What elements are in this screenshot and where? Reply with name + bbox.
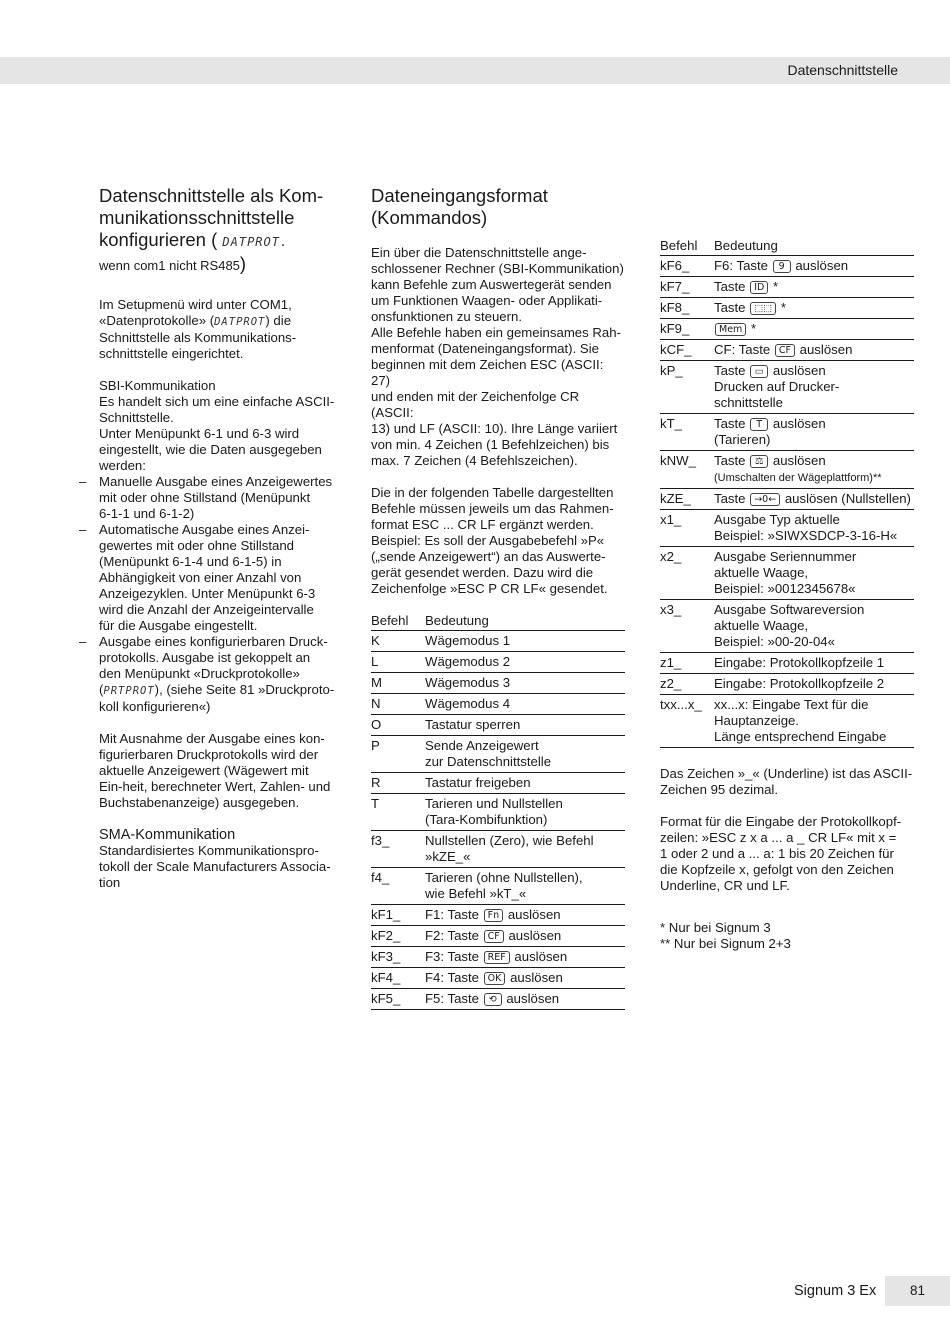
column-header: Befehl — [371, 613, 425, 631]
table-row: f3_ Nullstellen (Zero), wie Befehl »kZE_« — [371, 831, 625, 868]
command-table-1 — [371, 613, 625, 1010]
table-row: N Wägemodus 4 — [371, 694, 625, 715]
table-row: R Tastatur freigeben — [371, 773, 625, 794]
nine-key-icon: 9 — [773, 260, 791, 273]
cf-key-icon: CF — [484, 930, 504, 943]
table-row: kF3_ F3: Taste REF auslösen — [371, 947, 625, 968]
footnote-2: ** Nur bei Signum 2+3 — [660, 936, 791, 951]
table-row: M Wägemodus 3 — [371, 673, 625, 694]
table-intro-paragraph: Die in der folgenden Tabelle dargestellten Befehle müssen jeweils um das Rahmen- format ESC ... CR LF ergänzt werden. Beispiel: Es soll der Ausgabebefehl »P« („sende Anzeigewert“) an das Auswerte- gerät gesendet werden. Dazu wird die Zeichenfolge »ESC P CR LF« gesendet. — [371, 485, 614, 596]
input-format-paragraph: Ein über die Datenschnittstelle ange- schlossener Rechner (SBI-Kommunikation) kann Befehle zum Auswertegerät senden um Funktionen Waagen- oder Applikati- onsfunktionen zu steuern. Alle Befehle haben ein gemeinsames Rah- menformat (Dateneingangsformat). Sie beginnen mit dem Zeichen ESC (ASCII: 27) und enden mit der Zeichenfolge CR (ASCII: 13) und LF (ASCII: 10). Ihre Länge variiert von min. 4 Zeichen (1 Befehlzeichen) bis max. 7 Zeichen (4 Befehlszeichen). — [371, 245, 624, 468]
table-row: kF9_ Mem * — [660, 319, 914, 340]
section-title: Datenschnittstelle — [787, 62, 898, 78]
table-row: P Sende Anzeigewert zur Datenschnittstelle — [371, 736, 625, 773]
table-row: T Tarieren und Nullstellen (Tara-Kombifunktion) — [371, 794, 625, 831]
heading-input-format: Dateneingangsformat (Kommandos) — [371, 185, 548, 228]
cf-key-icon: CF — [775, 344, 795, 357]
list-item: – Manuelle Ausgabe eines Anzeigewertes mit oder ohne Stillstand (Menüpunkt 6-1-1 und 6-1-2) — [99, 474, 339, 522]
table-row: kT_ Taste T auslösen (Tarieren) — [660, 414, 914, 451]
table-row: txx...x_ xx...x: Eingabe Text für die Hauptanzeige. Länge entsprechend Eingabe — [660, 695, 914, 748]
table-row: x2_ Ausgabe Seriennummer aktuelle Waage, Beispiel: »0012345678« — [660, 547, 914, 600]
table-row: x3_ Ausgabe Softwareversion aktuelle Waage, Beispiel: »00-20-04« — [660, 600, 914, 653]
mem-key-icon: Mem — [715, 323, 746, 336]
column-header: Befehl — [660, 238, 714, 256]
header-format-paragraph: Format für die Eingabe der Protokollkopf- zeilen: »ESC z x a ... a _ CR LF« mit x = 1 oder 2 und a ... a: 1 bis 20 Zeichen für die Kopfzeile x, gefolgt von den Zeichen Underline, CR und LF. — [660, 814, 902, 893]
id-key-icon: ID — [750, 281, 768, 294]
page-number: 81 — [885, 1276, 950, 1306]
table-row: kF8_ Taste ⬚⬚ * — [660, 298, 914, 319]
list-item: – Ausgabe eines konfigurierbaren Druck- protokolls. Ausgabe ist gekoppelt an den Menüpunkt «Druckprotokolle» (PRTPROT), (siehe Seite 81 »Druckproto- koll konfigurieren«) — [99, 634, 339, 715]
ref-key-icon: REF — [484, 951, 510, 964]
footer-product-name: Signum 3 Ex — [794, 1283, 877, 1299]
table-row: kF5_ F5: Taste ⟲ auslösen — [371, 989, 625, 1010]
platform-switch-key-icon: ⚖ — [750, 455, 768, 468]
table-row: f4_ Tarieren (ohne Nullstellen), wie Befehl »kT_« — [371, 868, 625, 905]
header-bar — [0, 57, 950, 84]
table-row: kF4_ F4: Taste OK auslösen — [371, 968, 625, 989]
table-row: kF6_ F6: Taste 9 auslösen — [660, 256, 914, 277]
footnote-1: * Nur bei Signum 3 — [660, 920, 771, 935]
sbi-output-list — [99, 474, 339, 715]
lcd-datprot: DATPROT — [222, 235, 280, 249]
table-row: kNW_ Taste ⚖ auslösen (Umschalten der Wägeplattform)** — [660, 451, 914, 489]
column-middle — [371, 185, 625, 1010]
fn-key-icon: Fn — [484, 909, 504, 922]
table-row: kZE_ Taste →0← auslösen (Nullstellen) — [660, 489, 914, 510]
setup-paragraph: Im Setupmenü wird unter COM1, «Datenprotokolle» (DATPROT) die Schnittstelle als Kommunikations- schnittstelle eingerichtet. — [99, 297, 297, 361]
list-item: – Automatische Ausgabe eines Anzei- gewertes mit oder ohne Stillstand (Menüpunkt 6-1-4 und 6-1-5) in Abhängigkeit von einer Anzahl von Anzeigezyklen. Unter Menüpunkt 6-3 wird die Anzahl der Anzeigeintervalle für die Ausgabe eingestellt. — [99, 522, 339, 634]
heading-interface-config: Datenschnittstelle als Kom- munikationsschnittstelle konfigurieren ( DATPROT. wenn com1 nicht RS485) — [99, 185, 324, 274]
underline-note: Das Zeichen »_« (Underline) ist das ASCII- Zeichen 95 dezimal. — [660, 766, 913, 797]
table-row: kF7_ Taste ID * — [660, 277, 914, 298]
column-left — [99, 185, 339, 891]
ok-key-icon: OK — [484, 972, 506, 985]
table-row: kF2_ F2: Taste CF auslösen — [371, 926, 625, 947]
toggle-key-icon: ⟲ — [484, 993, 502, 1006]
print-key-icon: ▭ — [750, 365, 768, 378]
sbi-paragraph: SBI-Kommunikation Es handelt sich um eine einfache ASCII- Schnittstelle. Unter Menüpunkt 6-1 und 6-3 wird eingestellt, wie die Daten ausgegeben werden: — [99, 378, 335, 473]
zero-key-icon: →0← — [750, 493, 780, 506]
sbi-title: SBI-Kommunikation — [99, 378, 216, 393]
counting-key-icon: ⬚⬚ — [750, 302, 776, 315]
table-row: K Wägemodus 1 — [371, 631, 625, 652]
column-right — [660, 238, 914, 952]
table-row: z1_ Eingabe: Protokollkopfzeile 1 — [660, 653, 914, 674]
sma-paragraph: SMA-Kommunikation Standardisiertes Kommunikationspro- tokoll der Scale Manufacturers Associa- tion — [99, 827, 331, 890]
table-row: kCF_ CF: Taste CF auslösen — [660, 340, 914, 361]
table-row: O Tastatur sperren — [371, 715, 625, 736]
command-table-2 — [660, 238, 914, 748]
output-paragraph: Mit Ausnahme der Ausgabe eines kon- figurierbaren Druckprotokolls wird der aktuelle Anzeigewert (Wägewert mit Ein-heit, berechneter Wert, Zahlen- und Buchstabenanzeige) ausgegeben. — [99, 731, 331, 810]
table-row: x1_ Ausgabe Typ aktuelle Beispiel: »SIWXSDCP-3-16-H« — [660, 510, 914, 547]
column-header: Bedeutung — [425, 613, 625, 631]
tare-key-icon: T — [750, 418, 768, 431]
table-row: z2_ Eingabe: Protokollkopfzeile 2 — [660, 674, 914, 695]
table-row: kP_ Taste ▭ auslösen Drucken auf Drucker- schnittstelle — [660, 361, 914, 414]
table-row: L Wägemodus 2 — [371, 652, 625, 673]
footnotes — [660, 920, 914, 952]
table-row: kF1_ F1: Taste Fn auslösen — [371, 905, 625, 926]
column-header: Bedeutung — [714, 238, 914, 256]
sma-title: SMA-Kommunikation — [99, 827, 236, 843]
